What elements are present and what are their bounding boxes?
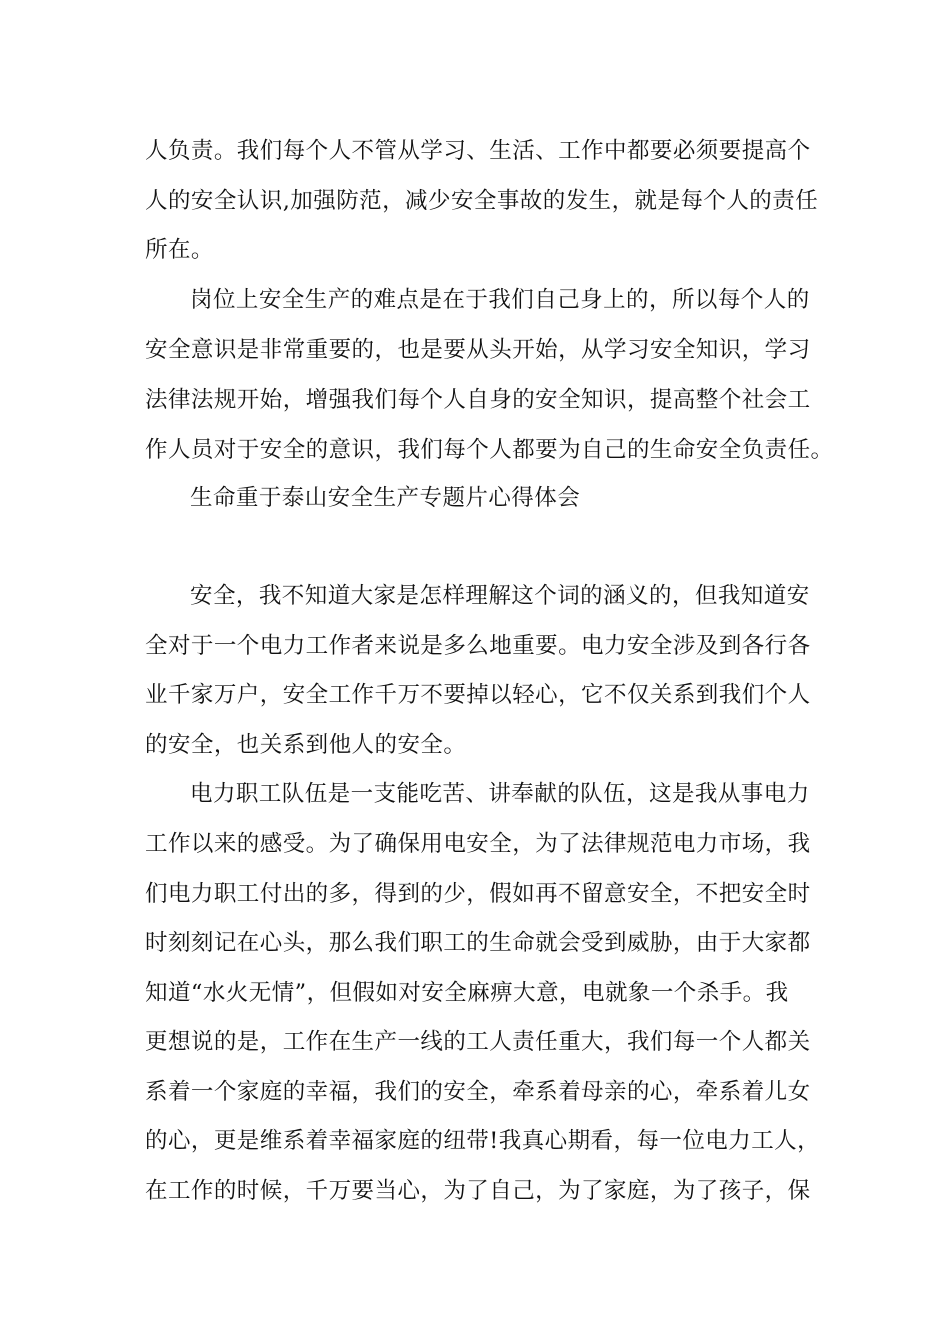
text-line: 安全意识是非常重要的，也是要从头开始，从学习安全知识，学习: [145, 337, 811, 363]
text-line: 们电力职工付出的多，得到的少，假如再不留意安全，不把安全时: [145, 881, 811, 907]
text-line: 业千家万户，安全工作千万不要掉以轻心，它不仅关系到我们个人: [145, 682, 811, 708]
paragraph-first-line: 岗位上安全生产的难点是在于我们自己身上的，所以每个人的: [190, 287, 810, 313]
text-line: 全对于一个电力工作者来说是多么地重要。电力安全涉及到各行各: [145, 633, 811, 659]
text-line: 的心，更是维系着幸福家庭的纽带!我真心期看，每一位电力工人，: [145, 1128, 821, 1154]
text-line: 人的安全认识,加强防范，减少安全事故的发生，就是每个人的责任: [145, 188, 819, 214]
section-heading: 生命重于泰山安全生产专题片心得体会: [190, 485, 581, 511]
text-line: 法律法规开始，增强我们每个人自身的安全知识，提高整个社会工: [145, 387, 811, 413]
paragraph-first-line: 安全，我不知道大家是怎样理解这个词的涵义的，但我知道安: [190, 583, 810, 609]
text-line: 工作以来的感受。为了确保用电安全，为了法律规范电力市场，我: [145, 831, 811, 857]
text-line: 更想说的是，工作在生产一线的工人责任重大，我们每一个人都关: [145, 1029, 811, 1055]
text-line: 人负责。我们每个人不管从学习、生活、工作中都要必须要提高个: [145, 138, 811, 164]
text-line: 时刻刻记在心头，那么我们职工的生命就会受到威胁，由于大家都: [145, 930, 811, 956]
text-line: 在工作的时候，千万要当心，为了自己，为了家庭，为了孩子，保: [145, 1178, 811, 1204]
text-line: 知道“水火无情”，但假如对安全麻痹大意，电就象一个杀手。我: [145, 980, 789, 1006]
paragraph-first-line: 电力职工队伍是一支能吃苦、讲奉献的队伍，这是我从事电力: [190, 781, 810, 807]
text-line: 作人员对于安全的意识，我们每个人都要为自己的生命安全负责任。: [145, 437, 834, 463]
text-line: 系着一个家庭的幸福，我们的安全，牵系着母亲的心，牵系着儿女: [145, 1079, 811, 1105]
text-line: 所在。: [145, 237, 214, 263]
text-line: 的安全，也关系到他人的安全。: [145, 732, 467, 758]
